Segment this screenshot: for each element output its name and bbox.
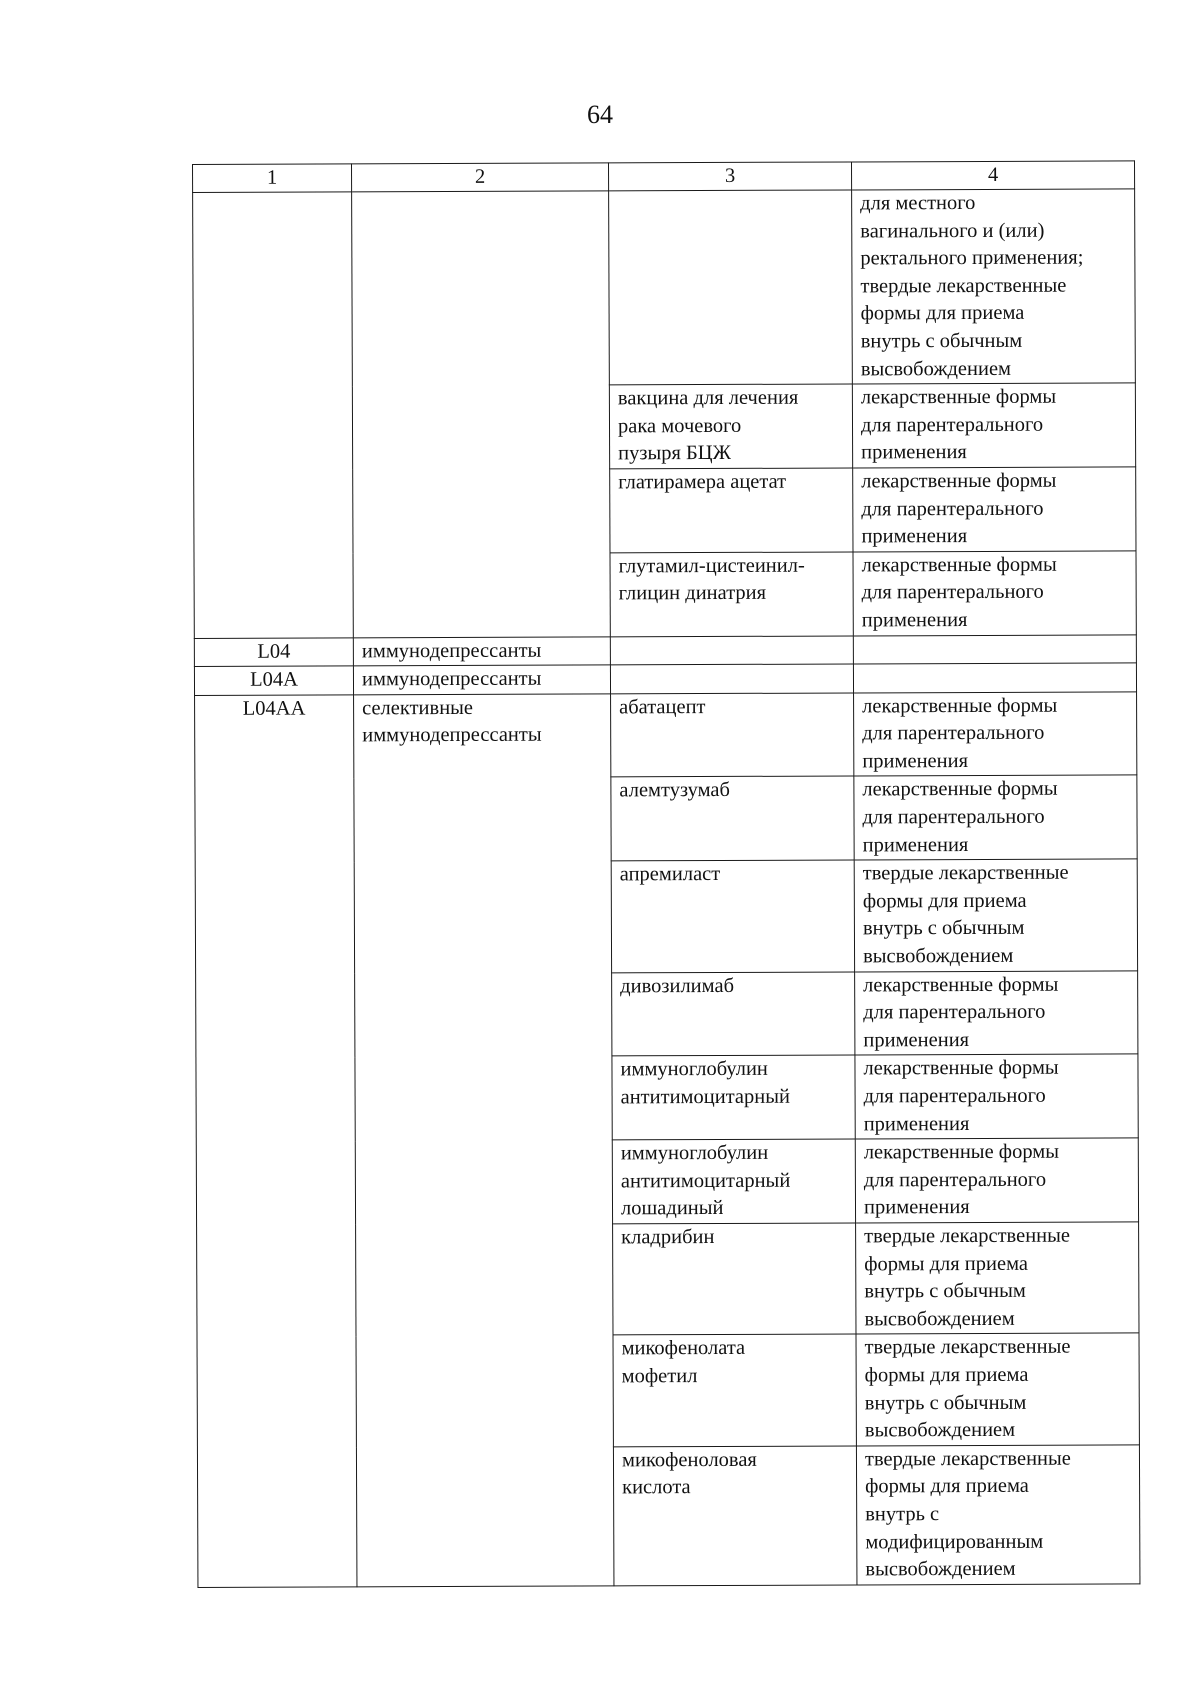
column-header-1: 1 [193,164,352,193]
drug-cell-empty [610,664,853,694]
drug-name-line: антитимоцитарный [620,1169,791,1193]
dosage-form-cell [854,775,1137,860]
dosage-form-line: для парентерального [862,805,1045,829]
drug-name-line: апремиласт [619,863,721,886]
dosage-form-line: твердые лекарственные [864,1224,1071,1248]
dosage-form-line: высвобождением [864,1307,1015,1331]
drug-cell-empty [609,190,853,385]
dosage-form-line: формы для приема [865,1475,1029,1498]
drug-name-line: лошадиный [620,1197,724,1220]
drug-name-line: абатацепт [619,695,706,719]
dosage-form-line: лекарственные формы [863,973,1059,997]
dosage-form-line: для парентерального [862,722,1045,745]
dosage-form-line: ректального применения; [860,246,1084,270]
drug-name-cell [612,1139,855,1224]
dosage-form-cell [853,551,1136,636]
dosage-form-line: формы для приема [862,889,1027,913]
dosage-form-line: внутрь с обычным [864,1391,1027,1414]
dosage-form-line: внутрь с обычным [860,329,1023,353]
drug-name-cell [610,552,853,637]
dosage-form-line: высвобождением [863,944,1014,968]
dosage-form-line: лекарственные формы [862,778,1058,801]
dosage-form-cell [856,1333,1139,1445]
dosage-form-line: внутрь с [865,1503,940,1526]
dosage-form-line: применения [863,1112,970,1136]
dosage-form-line: применения [861,441,967,464]
dosage-form-cell [856,1222,1139,1334]
atc-code-cell: L04A [194,666,353,695]
dosage-form-cell [854,859,1137,971]
table-row-l04aa [195,692,1137,779]
dosage-form-line: применения [862,749,969,773]
dosage-form-line: высвобождением [865,1557,1016,1581]
dosage-form-line: внутрь с обычным [862,917,1025,940]
drug-name-line: микофенолата [621,1337,746,1360]
drug-name-line: глутамил-цистеинил- [618,554,805,578]
dosage-form-line: для парентерального [861,581,1044,604]
column-header-3: 3 [608,162,851,191]
dosage-form-line: высвобождением [864,1418,1016,1442]
drug-name-cell [613,1334,856,1446]
dosage-form-line: для парентерального [863,1000,1046,1024]
table-row-l04a [194,663,1136,695]
dosage-form-line: лекарственные формы [861,553,1057,577]
drug-name-cell [613,1223,856,1335]
drug-name-line: мофетил [621,1365,698,1388]
group-name-cell-empty [352,191,611,637]
dosage-form-line: для парентерального [863,1168,1047,1192]
drug-name-line: иммуноглобулин [620,1141,769,1165]
dosage-form-line: для парентерального [860,413,1044,437]
group-name-cell [354,694,614,1587]
dosage-form-line: лекарственные формы [862,694,1058,718]
drug-name-line: алемтузумаб [619,779,730,802]
dosage-form-cell-empty [853,663,1136,693]
table-row-l04 [194,634,1136,666]
dosage-form-cell [856,1445,1140,1585]
dosage-form-line: вагинального и (или) [860,219,1045,243]
dosage-form-line: лекарственные формы [863,1140,1060,1164]
table-header-row [193,161,1135,193]
dosage-form-line: лекарственные формы [863,1057,1059,1080]
dosage-form-line: твердые лекарственные [864,1447,1071,1471]
dosage-form-line: применения [863,1196,970,1219]
drug-name-cell [611,860,854,972]
drug-name-cell [611,776,854,861]
drug-table [192,160,1140,1587]
drug-name-line: пузыря БЦЖ [618,442,732,465]
atc-code-cell: L04 [194,637,353,666]
drug-cell-empty [610,635,853,665]
drug-name-line: рака мочевого [617,414,742,438]
dosage-form-cell [855,971,1138,1056]
dosage-form-line: твердые лекарственные [864,1335,1071,1359]
atc-code-cell-empty [193,192,354,638]
drug-name-line: глицин динатрия [618,582,767,605]
dosage-form-line: твердые лекарственные [860,274,1067,298]
drug-name-line: кислота [622,1476,691,1499]
dosage-form-line: для местного [860,191,976,215]
dosage-form-line: твердые лекарственные [862,861,1069,885]
dosage-form-line: лекарственные формы [860,385,1057,409]
group-name-line: селективные [362,696,474,720]
dosage-form-cell [852,189,1136,384]
dosage-form-line: формы для приема [860,302,1025,325]
column-header-2: 2 [352,163,609,192]
dosage-form-cell [854,692,1137,777]
dosage-form-line: применения [862,833,969,857]
dosage-form-line: для парентерального [863,1084,1046,1108]
dosage-form-line: внутрь с обычным [864,1279,1026,1303]
dosage-form-line: применения [861,608,968,632]
drug-name-line: вакцина для лечения [617,386,799,410]
drug-name-line: антитимоцитарный [620,1085,791,1109]
group-name-cell: иммунодепрессанты [353,636,610,666]
dosage-form-cell [855,1138,1138,1223]
dosage-form-line: высвобождением [860,357,1012,380]
drug-name-line: иммуноглобулин [620,1058,768,1081]
column-header-4: 4 [851,161,1134,190]
page-number: 64 [587,100,613,129]
drug-name-line: микофеноловая [621,1448,757,1472]
dosage-form-cell [853,467,1136,552]
group-name-line: иммунодепрессанты [362,723,542,747]
drug-name-cell [613,1446,857,1586]
dosage-form-cell [855,1054,1138,1139]
group-name-cell: иммунодепрессанты [353,665,610,695]
drug-name-cell [612,972,855,1057]
dosage-form-line: применения [861,525,968,548]
dosage-form-line: лекарственные формы [861,469,1057,493]
drug-name-line: глатирамера ацетат [618,470,787,494]
atc-code-cell: L04AA [195,695,357,1588]
dosage-form-line: модифицированным [865,1530,1044,1553]
dosage-form-line: формы для приема [864,1363,1029,1387]
dosage-form-line: формы для приема [864,1252,1029,1275]
drug-name-cell [610,468,853,553]
drug-name-cell [612,1055,855,1140]
dosage-form-cell [852,383,1135,468]
drug-name-line: дивозилимаб [620,974,735,997]
dosage-form-line: применения [863,1028,970,1052]
dosage-form-cell-empty [853,634,1136,664]
dosage-form-line: для парентерального [861,497,1044,520]
drug-name-cell [609,384,852,469]
drug-name-line: кладрибин [621,1225,715,1249]
table-row [193,189,1136,387]
drug-name-cell [611,693,854,778]
